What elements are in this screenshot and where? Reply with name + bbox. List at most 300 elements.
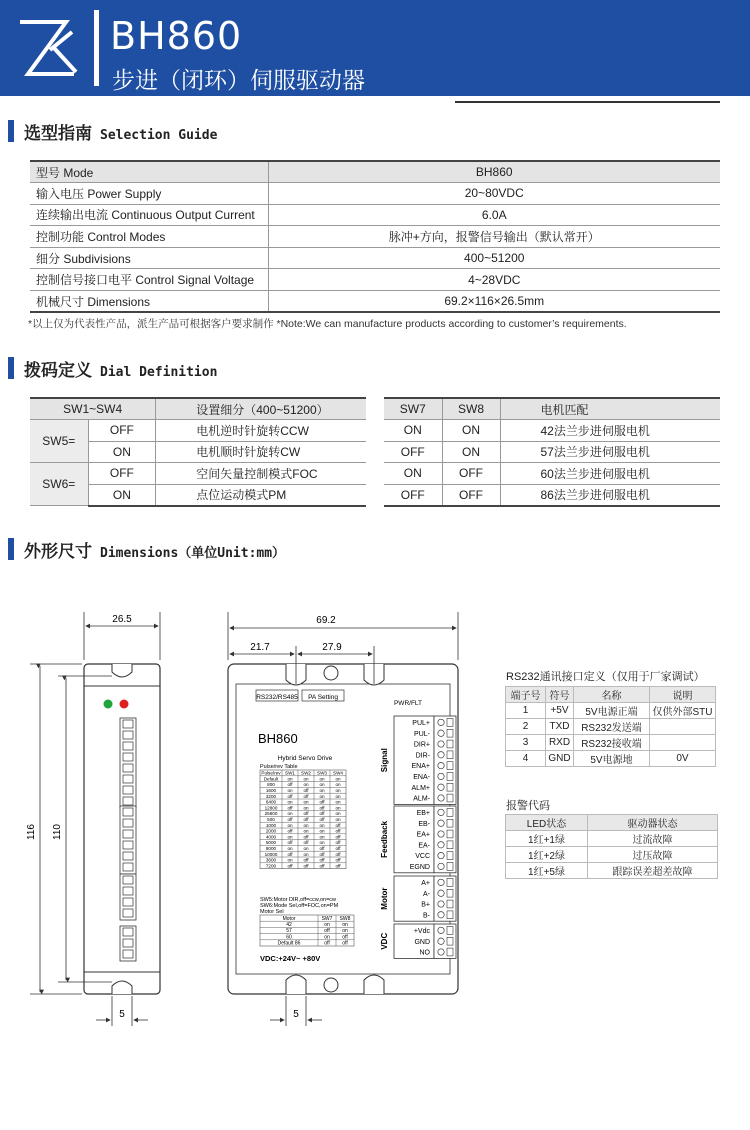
pin-label: EB+ <box>416 810 430 817</box>
terminal-screw <box>438 719 444 725</box>
terminal-screw <box>123 742 133 750</box>
pulse-cell: on <box>319 782 325 788</box>
terminal-screw <box>438 730 444 736</box>
terminal-screw <box>438 842 444 848</box>
pulse-cell: on <box>319 776 325 782</box>
pulse-cell: off <box>319 846 325 851</box>
pulse-cell: on <box>319 788 325 793</box>
motor-cell: Motor <box>282 915 296 922</box>
pulse-cell: on <box>303 776 309 782</box>
terminal-screw <box>123 841 133 849</box>
rs232-title: RS232通讯接口定义（仅用于厂家调试） <box>506 671 705 683</box>
pin-label: ENA+ <box>411 763 430 771</box>
section-dimensions <box>0 536 750 560</box>
pulse-cell: on <box>319 840 325 846</box>
terminal-screw <box>438 912 444 918</box>
pulse-cell: off <box>303 817 309 822</box>
pulse-cell: off <box>303 840 309 846</box>
pulse-cell: off <box>287 851 293 857</box>
terminal-screw <box>438 863 444 869</box>
header-cell: SW1~SW4 <box>30 398 156 420</box>
pulse-cell: 1000 <box>265 822 277 828</box>
dim-front-width: 69.2 <box>316 615 336 626</box>
pulse-cell: on <box>287 834 293 840</box>
front-view <box>228 612 458 1026</box>
table-row <box>384 420 720 442</box>
terminal-screw <box>123 775 133 783</box>
header-cell: SW7 <box>384 398 442 420</box>
motor-cell: SW7 <box>321 915 333 922</box>
terminal-screw <box>438 773 444 779</box>
terminal-screw <box>438 879 444 885</box>
cell: OFF <box>384 484 442 506</box>
section-title-en: Dimensions（单位Unit:mm） <box>100 546 286 561</box>
spec-key: 细分 Subdivisions <box>30 247 268 269</box>
pulse-cell: off <box>335 863 341 869</box>
motor-cell: 57 <box>286 928 292 935</box>
cell: 过流故障 <box>588 831 718 847</box>
motor-cell: Default 86 <box>277 940 301 947</box>
spec-key: 机械尺寸 Dimensions <box>30 291 268 313</box>
motor-cell: off <box>342 934 348 941</box>
pin-label: DIR- <box>415 752 430 760</box>
pin-label: B- <box>423 912 430 920</box>
pulse-cell: 500 <box>267 817 275 822</box>
terminal-screw <box>438 795 444 801</box>
motor-cell: on <box>324 922 330 928</box>
terminal-screw <box>438 820 444 826</box>
pulse-cell: off <box>319 817 325 822</box>
pulse-cell: off <box>287 863 293 869</box>
pulse-cell: on <box>287 811 293 817</box>
pin-label: EA- <box>418 842 430 850</box>
pin-label: EB- <box>418 820 430 828</box>
dim-slot-side: 5 <box>119 1009 125 1020</box>
panel-desc: Hybrid Servo Drive <box>277 755 333 762</box>
pulse-cell: on <box>287 822 293 828</box>
pulse-cell: 3200 <box>265 793 277 799</box>
terminal-screw <box>438 901 444 907</box>
cell: 57法兰步进伺服电机 <box>500 441 720 463</box>
section-marker <box>8 357 14 379</box>
pulse-cell: on <box>303 828 309 834</box>
terminal-screw <box>123 863 133 871</box>
product-name: BH860 <box>110 14 243 58</box>
pulse-cell: on <box>287 788 293 793</box>
pulse-cell: on <box>335 782 341 788</box>
dim-height-total: 116 <box>26 824 37 840</box>
pulse-cell: on <box>335 811 341 817</box>
terminal-screw <box>123 731 133 739</box>
terminal-slot <box>447 830 453 838</box>
spec-value: 脉冲+方向，报警信号输出（默认常开） <box>268 226 720 248</box>
cell: 过压故障 <box>588 847 718 863</box>
table-row <box>384 441 720 463</box>
table-row <box>30 247 720 269</box>
table-row <box>506 751 716 767</box>
terminal-screw <box>123 898 133 906</box>
pulse-cell: off <box>335 840 341 846</box>
terminal-screw <box>123 852 133 860</box>
pulse-cell: off <box>319 851 325 857</box>
terminal-screw <box>438 784 444 790</box>
pin-label: EA+ <box>416 831 430 839</box>
spec-value: 400~51200 <box>268 247 720 269</box>
pulse-cell: off <box>303 788 309 793</box>
alarm-title: 报警代码 <box>506 800 550 812</box>
terminal-screw <box>438 890 444 896</box>
header-cell: 符号 <box>546 687 574 703</box>
cell: 2 <box>506 719 546 735</box>
cell: 42法兰步进伺服电机 <box>500 420 720 442</box>
pulse-cell: on <box>335 776 341 782</box>
terminal-slot <box>447 927 453 935</box>
pulse-cell: on <box>335 799 341 805</box>
pulse-cell: Default <box>263 776 279 782</box>
motor-cell: off <box>324 940 330 947</box>
terminal-slot <box>447 751 453 759</box>
cell: ON <box>384 463 442 485</box>
led-green <box>104 700 113 709</box>
pulse-cell: off <box>319 799 325 805</box>
pulse-cell: 1600 <box>265 788 277 793</box>
table-row <box>384 463 720 485</box>
table-row <box>506 863 718 879</box>
terminal-screw <box>123 928 133 936</box>
terminal-slot <box>447 794 453 802</box>
pulse-cell: 800 <box>267 782 275 788</box>
table-row <box>506 719 716 735</box>
pulse-cell: off <box>319 863 325 869</box>
table-row <box>506 703 716 719</box>
header-cell: 端子号 <box>506 687 546 703</box>
cell: 1 <box>506 703 546 719</box>
panel-model: BH860 <box>258 731 298 746</box>
pulse-cell: off <box>335 857 341 863</box>
terminal-slot <box>447 948 453 956</box>
terminal-screw <box>438 852 444 858</box>
terminal-slot <box>447 889 453 897</box>
alarm-table <box>505 814 718 879</box>
pulse-cell: on <box>303 799 309 805</box>
pulse-table-title: Pulse/rev Table <box>260 764 298 770</box>
terminal-screw <box>123 950 133 958</box>
pulse-cell: off <box>335 834 341 840</box>
pin-label: +Vdc <box>413 928 430 935</box>
tab-rs232: RS232/RS485 <box>256 694 298 701</box>
footnote: *以上仅为代表性产品，派生产品可根据客户要求制作 *Note:We can manufacture products according to customer’s requirements. <box>28 318 627 330</box>
terminal-screw <box>123 797 133 805</box>
side-view <box>26 612 160 1026</box>
terminal-group-label: Feedback <box>380 820 389 858</box>
pulse-cell: off <box>335 828 341 834</box>
header-cell: LED状态 <box>506 815 588 831</box>
pulse-cell: on <box>303 822 309 828</box>
pulse-cell: SW4 <box>333 770 343 776</box>
section-title-en: Selection Guide <box>100 128 218 143</box>
cell: OFF <box>442 463 500 485</box>
pulse-cell: on <box>287 857 293 863</box>
spec-value: 4~28VDC <box>268 269 720 291</box>
terminal-slot <box>447 729 453 737</box>
pulse-cell: on <box>335 805 341 811</box>
spec-value: 20~80VDC <box>268 183 720 205</box>
pulse-cell: SW1 <box>285 770 295 776</box>
terminal-screw <box>123 808 133 816</box>
terminal-slot <box>447 911 453 919</box>
pulse-cell: off <box>303 811 309 817</box>
cell: GND <box>546 751 574 767</box>
pulse-cell: on <box>335 788 341 793</box>
dim-side-width: 26.5 <box>112 614 132 625</box>
terminal-screw <box>438 809 444 815</box>
terminal-screw <box>438 762 444 768</box>
vdc-range: VDC:+24V~ +80V <box>260 954 321 963</box>
pulse-cell: on <box>319 828 325 834</box>
pulse-cell: off <box>303 793 309 799</box>
dim-hole-spacing: 27.9 <box>322 642 342 653</box>
terminal-screw <box>123 720 133 728</box>
spec-key: 输入电压 Power Supply <box>30 183 268 205</box>
pulse-cell: off <box>287 805 293 811</box>
terminal-slot <box>447 740 453 748</box>
terminal-screw <box>123 909 133 917</box>
pulse-cell: off <box>335 822 341 828</box>
sw5-label: SW5= <box>30 420 88 463</box>
header-cell: SW8 <box>442 398 500 420</box>
pulse-cell: 12800 <box>264 805 278 811</box>
pulse-cell: on <box>319 822 325 828</box>
cell: 1红+1绿 <box>506 831 588 847</box>
dim-height-inner: 110 <box>52 824 63 840</box>
terminal-slot <box>447 937 453 945</box>
pin-label: PUL- <box>414 730 430 738</box>
pulse-cell: 2000 <box>265 828 277 834</box>
cell: +5V <box>546 703 574 719</box>
pwr-flt-label: PWR/FLT <box>393 700 423 707</box>
table-header-row <box>506 815 718 831</box>
terminal-slot <box>447 852 453 860</box>
spec-value: 69.2×116×26.5mm <box>268 291 720 313</box>
pulse-cell: 3600 <box>265 857 277 863</box>
cell: 3 <box>506 735 546 751</box>
sw6-label: SW6= <box>30 463 88 506</box>
table-row <box>30 269 720 291</box>
motor-sel-label: Motor Sel <box>260 909 284 915</box>
brand-logo <box>10 10 88 86</box>
motor-cell: off <box>324 928 330 935</box>
header-rule <box>455 101 720 103</box>
pulse-cell: on <box>319 793 325 799</box>
pulse-cell: 7200 <box>265 863 277 869</box>
cell: OFF <box>88 420 156 442</box>
terminal-group-label: Motor <box>380 887 389 910</box>
spec-key: 连续输出电流 Continuous Output Current <box>30 204 268 226</box>
cell: 仅供外部STU <box>650 703 716 719</box>
header-cell: 名称 <box>574 687 650 703</box>
terminal-slot <box>447 879 453 887</box>
pulse-cell: off <box>287 840 293 846</box>
terminal-slot <box>447 819 453 827</box>
dim-hole-offset: 21.7 <box>250 642 270 653</box>
pulse-cell: SW2 <box>301 770 311 776</box>
cell: ON <box>88 441 156 463</box>
pulse-cell: 6400 <box>265 799 277 805</box>
cell: ON <box>384 420 442 442</box>
section-title: 外形尺寸 <box>24 542 92 562</box>
pin-label: ALM+ <box>411 784 430 792</box>
terminal-slot <box>447 809 453 817</box>
table-row <box>30 226 720 248</box>
pulse-cell: 25600 <box>264 811 278 817</box>
terminal-slot <box>447 900 453 908</box>
cell: RXD <box>546 735 574 751</box>
cell: OFF <box>88 463 156 485</box>
cell: 电机逆时针旋转CCW <box>156 420 366 442</box>
cell <box>650 719 716 735</box>
section-marker <box>8 120 14 142</box>
pulse-cell: on <box>319 834 325 840</box>
table-header-row <box>384 398 720 420</box>
cell: 5V电源地 <box>574 751 650 767</box>
spec-key: 控制功能 Control Modes <box>30 226 268 248</box>
spec-value: BH860 <box>268 161 720 183</box>
pulse-cell: on <box>303 782 309 788</box>
cell: 点位运动模式PM <box>156 484 366 506</box>
section-dial-definition <box>0 355 750 379</box>
pulse-cell: off <box>335 846 341 851</box>
sw6-note: SW6:Mode Sel,off=FOC,on=PM <box>260 903 339 909</box>
table-row <box>384 484 720 506</box>
spec-key: 控制信号接口电平 Control Signal Voltage <box>30 269 268 291</box>
pulse-cell: on <box>303 805 309 811</box>
terminal-slot <box>447 783 453 791</box>
header-cell: 驱动器状态 <box>588 815 718 831</box>
pin-label: PUL+ <box>412 720 430 727</box>
terminal-screw <box>438 741 444 747</box>
header-banner <box>0 0 750 96</box>
motor-cell: SW8 <box>339 915 351 922</box>
cell: TXD <box>546 719 574 735</box>
table-header-row <box>506 687 716 703</box>
pin-label: GND <box>414 938 430 946</box>
cell: 5V电源正端 <box>574 703 650 719</box>
cell: 86法兰步进伺服电机 <box>500 484 720 506</box>
terminal-screw <box>123 764 133 772</box>
pulse-cell: on <box>335 793 341 799</box>
header-cell: 电机匹配 <box>500 398 720 420</box>
motor-cell: 42 <box>286 922 292 928</box>
cell: ON <box>442 420 500 442</box>
pulse-cell: on <box>287 846 293 851</box>
cell: OFF <box>442 484 500 506</box>
cell: ON <box>88 484 156 506</box>
terminal-screw <box>123 786 133 794</box>
terminal-group-label: Signal <box>380 748 389 773</box>
pulse-cell: off <box>287 817 293 822</box>
pulse-cell: 4000 <box>265 834 277 840</box>
pulse-cell: SW3 <box>317 770 327 776</box>
spec-key: 型号 Mode <box>30 161 268 183</box>
pulse-cell: off <box>287 782 293 788</box>
cell: RS232发送端 <box>574 719 650 735</box>
selection-table <box>30 160 720 313</box>
table-row <box>30 291 720 313</box>
terminal-screw <box>438 938 444 944</box>
table-row <box>30 161 720 183</box>
motor-cell: 60 <box>286 934 292 941</box>
terminal-screw <box>123 819 133 827</box>
motor-cell: on <box>342 922 348 928</box>
cell: OFF <box>384 441 442 463</box>
pulse-cell: 5000 <box>265 840 277 846</box>
terminal-slot <box>447 773 453 781</box>
header-cell: 设置细分（400~51200） <box>156 398 366 420</box>
table-row <box>506 831 718 847</box>
terminal-screw <box>123 753 133 761</box>
header-separator <box>94 10 99 86</box>
terminal-screw <box>123 887 133 895</box>
pulse-cell: off <box>303 863 309 869</box>
table-row <box>506 847 718 863</box>
pulse-cell: Pulse/rev <box>261 770 281 776</box>
pulse-cell: off <box>303 834 309 840</box>
section-title-en: Dial Definition <box>100 365 218 380</box>
terminal-slot <box>447 841 453 849</box>
pulse-cell: off <box>287 828 293 834</box>
pin-label: NO <box>419 949 430 957</box>
pin-label: VCC <box>415 853 430 861</box>
pin-label: A+ <box>421 880 430 887</box>
dial-table-right <box>384 397 720 507</box>
cell: 4 <box>506 751 546 767</box>
led-red <box>120 700 129 709</box>
rs232-table <box>505 686 716 767</box>
terminal-slot <box>447 719 453 727</box>
motor-cell: off <box>342 940 348 947</box>
pulse-cell: off <box>319 811 325 817</box>
pulse-cell: off <box>303 857 309 863</box>
pulse-cell: on <box>303 851 309 857</box>
section-marker <box>8 538 14 560</box>
pulse-cell: off <box>319 857 325 863</box>
dim-slot-front: 5 <box>293 1009 299 1020</box>
pulse-cell: 10000 <box>264 851 278 857</box>
table-row <box>30 183 720 205</box>
cell: 跟踪误差超差故障 <box>588 863 718 879</box>
cell: 0V <box>650 751 716 767</box>
pulse-cell: 8000 <box>265 846 277 851</box>
cell: RS232接收端 <box>574 735 650 751</box>
table-row <box>30 204 720 226</box>
terminal-screw <box>438 949 444 955</box>
pulse-cell: off <box>319 805 325 811</box>
pin-label: EGND <box>409 864 430 871</box>
cell: 1红+5绿 <box>506 863 588 879</box>
cell: 电机顺时针旋转CW <box>156 441 366 463</box>
pulse-cell: on <box>303 846 309 851</box>
cell: 空间矢量控制模式FOC <box>156 463 366 485</box>
motor-cell: on <box>324 934 330 941</box>
tab-pa-setting: PA Setting <box>308 694 338 701</box>
pulse-cell: on <box>287 799 293 805</box>
product-subtitle: 步进（闭环）伺服驱动器 <box>112 68 365 94</box>
spec-value: 6.0A <box>268 204 720 226</box>
pulse-cell: on <box>335 817 341 822</box>
pulse-cell: off <box>335 851 341 857</box>
terminal-screw <box>123 876 133 884</box>
dial-table-left <box>30 397 366 507</box>
